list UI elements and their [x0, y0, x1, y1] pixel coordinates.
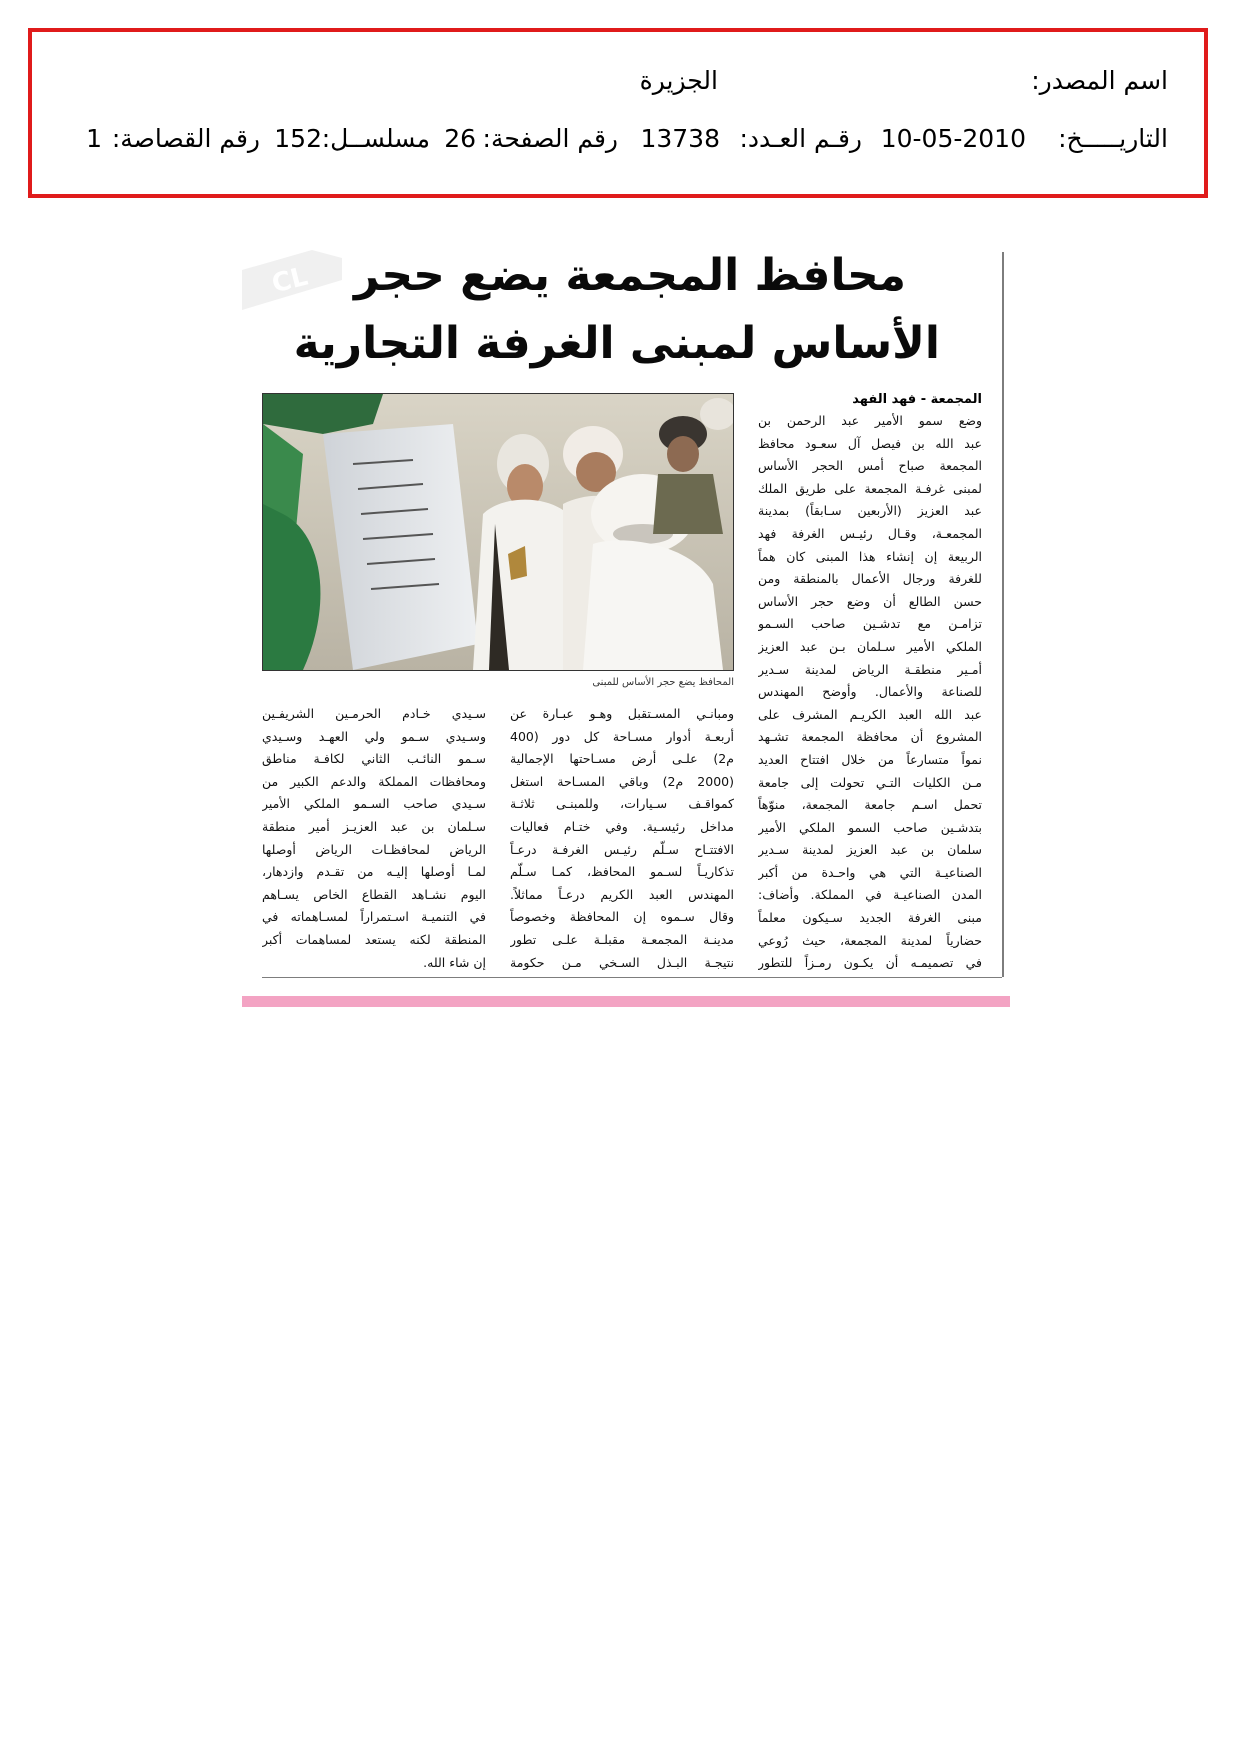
article-column-1: [758, 410, 982, 975]
column-1-line: عبد العزيز (الأربعين سـابقاً) بمدينة: [758, 503, 982, 519]
newspaper-logo-watermark: [242, 250, 342, 310]
column-2-line: نتيجـة البـذل السـخي مـن حكومة: [510, 954, 734, 970]
date-value: 10-05-2010: [880, 124, 1026, 153]
issue-value: 13738: [640, 124, 720, 153]
column-1-line: مـن الكليات التـي تحولت إلى جامعة: [758, 774, 982, 790]
column-1-line: الصناعيـة التي هي واحـدة من أكبر: [758, 864, 982, 880]
article-column-2: [510, 703, 734, 974]
clip-value: 1: [86, 124, 102, 153]
column-1-line: تزامـن مع تدشـين صاحب السـمو: [758, 616, 982, 632]
column-1-line: في تصميمـه أن يكـون رمـزاً للتطور: [758, 955, 982, 971]
source-value: الجزيرة: [639, 66, 718, 95]
column-1-line: عبد الله بن فيصل آل سعـود محافظ: [758, 435, 982, 451]
column-3-line: اليوم نشـاهد القطاع الخاص يسـاهم: [262, 886, 486, 902]
column-3-line: ومحافظات المملكة والدعم الكبير من: [262, 773, 486, 789]
column-1-line: نمواً متسارعاً من خلال افتتاح العديد: [758, 751, 982, 767]
column-1-line: حضارياً لمدينة المجمعة، حيث رُوعي: [758, 932, 982, 948]
column-1-line: للغرفة ورجال الأعمال بالمنطقة ومن: [758, 571, 982, 587]
column-3-line: الرياض لمحافظـات الرياض أوصلها: [262, 841, 486, 857]
column-1-line: الملكي الأمير سـلمان بـن عبد العزيز: [758, 638, 982, 654]
page-label: رقم الصفحة:: [482, 124, 618, 153]
source-label: اسم المصدر:: [1031, 66, 1168, 95]
column-1-line: المجمعة صباح أمس الحجر الأساس: [758, 458, 982, 474]
column-1-line: أمـير منطقـة الرياض لمدينة سـدير: [758, 661, 982, 677]
column-3-line: في التنميـة اسـتمراراً لمسـاهماته في: [262, 909, 486, 925]
serial-label: مسلســل:: [321, 124, 430, 153]
column-1-line: تحمل اسـم جامعة المجمعة، منوّهاً: [758, 797, 982, 813]
headline-line-1: محافظ المجمعة يضع حجر: [354, 250, 906, 301]
page-value: 26: [444, 124, 476, 153]
clipping-right-rule: [1002, 252, 1004, 977]
article-byline: المجمعة - فهد الفهد: [852, 392, 982, 407]
column-1-line: المشروع أن محافظة المجمعة تشـهد: [758, 729, 982, 745]
column-2-line: مدينـة المجمعـة مقبلـة علـى تطور: [510, 931, 734, 947]
headline-line-2: الأساس لمبنى الغرفة التجارية: [293, 318, 940, 369]
column-1-line: للصناعة والأعمال. وأوضح المهندس: [758, 684, 982, 700]
clip-label: رقم القصاصة:: [111, 124, 260, 153]
column-1-line: حسن الطالع أن وضع حجر الأساس: [758, 593, 982, 609]
article-photo: [262, 393, 734, 671]
column-2-line: كمواقـف سـيارات، وللمبنـى ثلاثـة: [510, 796, 734, 812]
column-1-line: لمبنى غرفـة المجمعة على طريق الملك: [758, 480, 982, 496]
column-2-line: وقال سـموه إن المحافظة وخصوصاً: [510, 909, 734, 925]
column-2-line: المهندس العبد الكريم درعـاً مماثلاً.: [510, 886, 734, 902]
svg-text:CL: CL: [268, 261, 311, 300]
column-1-line: بتدشـين صاحب السمو الملكي الأمير: [758, 819, 982, 835]
column-3-line: سـلمان بن عبد العزيـز أمير منطقة: [262, 818, 486, 834]
column-1-line: مبنى الغرفة الجديد سـيكون معلماً: [758, 910, 982, 926]
column-1-line: المجمعـة، وقـال رئيـس الغرفة فهد: [758, 525, 982, 541]
serial-value: 152: [274, 124, 322, 153]
column-3-line: لمـا أوصلها إليـه من تقـدم وازدهار،: [262, 864, 486, 880]
clipping-bottom-rule: [262, 977, 1002, 978]
column-1-line: المدن الصناعيـة في المملكة. وأضاف:: [758, 887, 982, 903]
column-2-line: م2) علـى أرض مسـاحتها الإجمالية: [510, 751, 734, 767]
column-2-line: ومبانـي المسـتقبل وهـو عبـارة عن: [510, 706, 734, 721]
column-3-line: وسـيدي سـمو ولي العهـد وسـيدي: [262, 728, 486, 744]
photo-ceremony-illustration: [263, 394, 733, 670]
column-3-line: سـمو النائـب الثاني لكافـة مناطق: [262, 751, 486, 767]
clipping-pink-bar: [242, 996, 1010, 1007]
column-2-line: مداخل رئيسـية. وفي ختـام فعاليات: [510, 818, 734, 834]
column-1-line: سلمان بن عبد العزيز لمدينة سـدير: [758, 842, 982, 858]
clipping-metadata-box: [28, 28, 1208, 198]
column-1-line: وضع سمو الأمير عبد الرحمن بن: [758, 413, 982, 428]
column-3-line: المنطقة لكنه يستعد لمساهمات أكبر: [262, 931, 486, 947]
column-3-line-last: إن شاء الله.: [423, 954, 486, 970]
column-2-line: أربعـة أدوار مسـاحة كل دور (400: [510, 728, 734, 744]
issue-label: رقـم العـدد:: [739, 124, 862, 153]
photo-caption: المحافظ يضع حجر الأساس للمبنى: [592, 677, 734, 688]
column-3-line: سـيدي خـادم الحرمـين الشريفـين: [262, 706, 486, 721]
column-2-line: تذكاريـاً لسـمو المحافظ، كمـا سـلّم: [510, 864, 734, 880]
column-2-line: (2000 م2) وباقي المسـاحة استغل: [510, 773, 734, 789]
date-label: التاريـــــخ:: [1058, 124, 1168, 153]
column-1-line: الربيعة إن إنشاء هذا المبنى كان هماً: [758, 548, 982, 564]
column-3-line: سـيدي صاحب السـمو الملكي الأمير: [262, 796, 486, 812]
article-column-3: [262, 703, 486, 974]
column-2-line: الافتتـاح سـلّم رئيـس الغرفـة درعـاً: [510, 841, 734, 857]
column-1-line: عبد الله العبد الكريـم المشرف على: [758, 706, 982, 722]
